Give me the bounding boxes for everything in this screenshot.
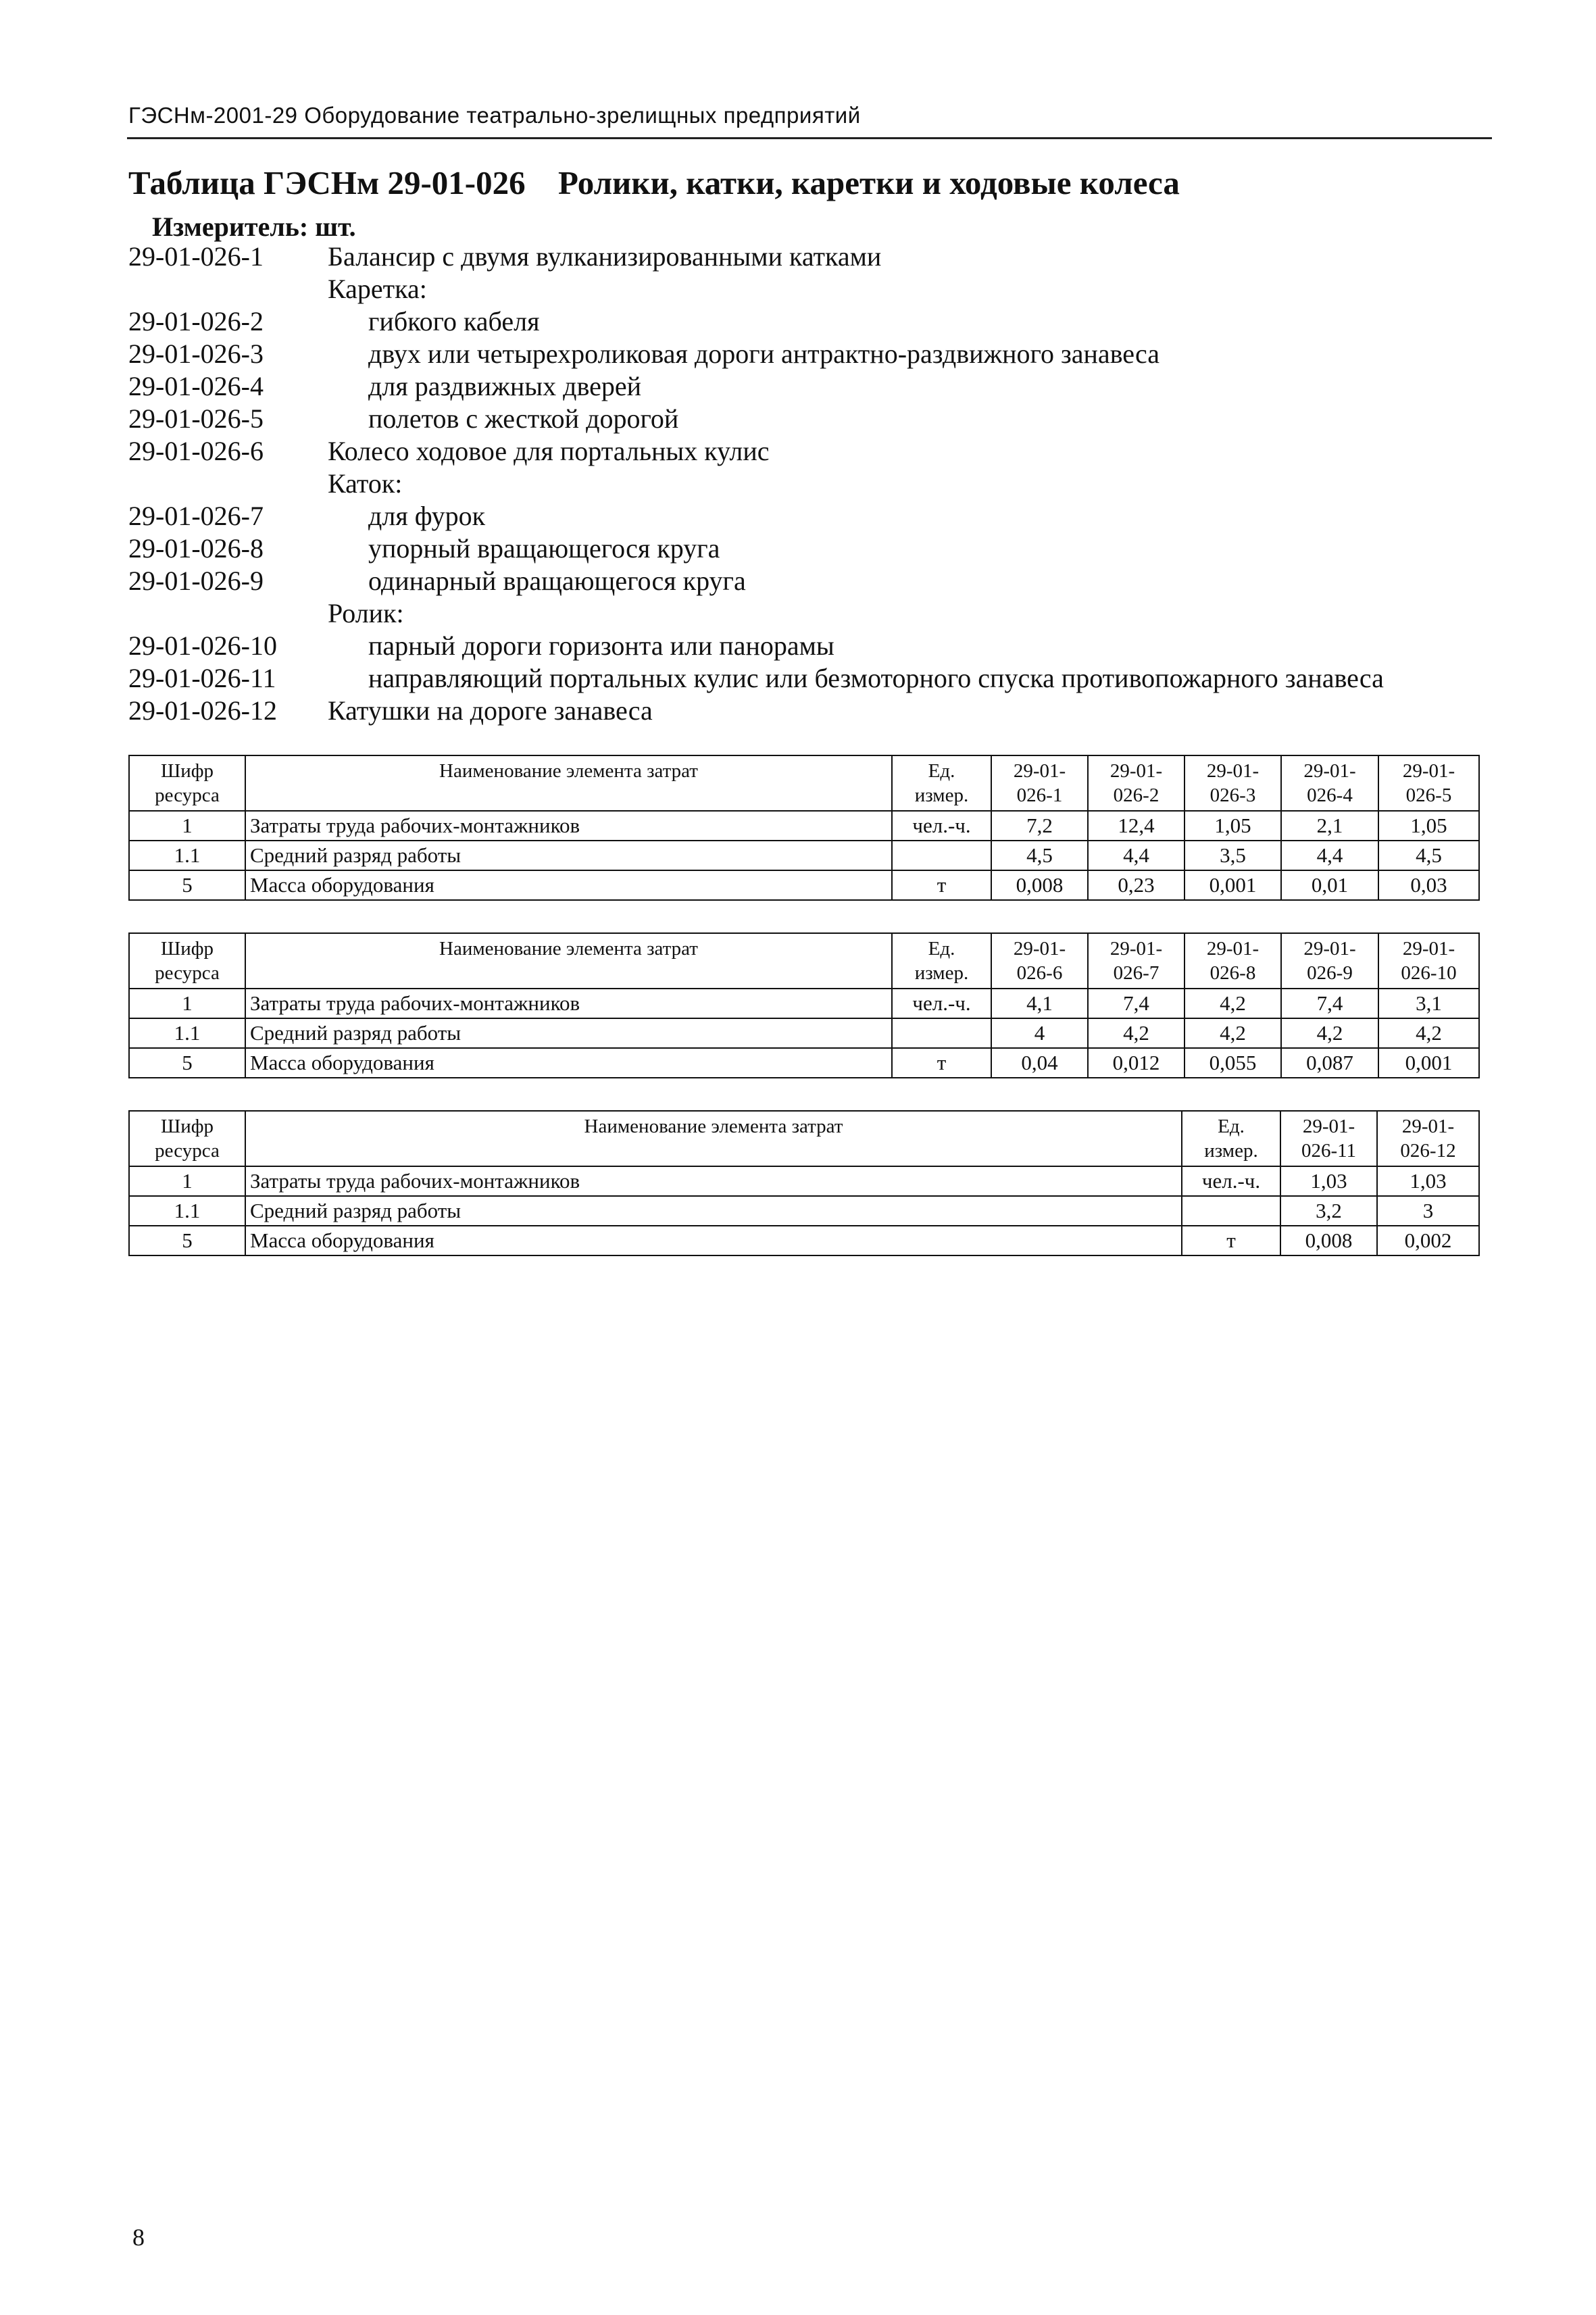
row-name: Средний разряд работы <box>245 1018 892 1048</box>
item-code: 29-01-026-11 <box>128 663 276 693</box>
table-name: Ролики, катки, каретки и ходовые колеса <box>558 164 1180 201</box>
row-code: 1.1 <box>129 841 245 870</box>
header-column-code: 29-01- 026-7 <box>1088 933 1184 989</box>
header-unit: Ед. измер. <box>892 933 991 989</box>
header-code: Шифр ресурса <box>129 1111 245 1166</box>
row-unit: чел.-ч. <box>1182 1166 1280 1196</box>
row-value: 3,5 <box>1184 841 1281 870</box>
row-unit: т <box>892 870 991 900</box>
table-row <box>129 811 1479 841</box>
row-name: Затраты труда рабочих-монтажников <box>245 1166 1182 1196</box>
row-name: Масса оборудования <box>245 1048 892 1078</box>
row-value: 0,008 <box>1280 1226 1377 1255</box>
row-code: 1.1 <box>129 1018 245 1048</box>
item-text: Ролик: <box>328 598 404 628</box>
row-unit: чел.-ч. <box>892 811 991 841</box>
row-value: 12,4 <box>1088 811 1184 841</box>
row-code: 1 <box>129 989 245 1018</box>
cost-table-2 <box>128 932 1480 1078</box>
row-code: 5 <box>129 1048 245 1078</box>
header-column-code: 29-01- 026-11 <box>1280 1111 1377 1166</box>
row-value: 4,4 <box>1088 841 1184 870</box>
row-value: 4,4 <box>1281 841 1378 870</box>
table-row <box>129 841 1479 870</box>
row-value: 4,2 <box>1281 1018 1378 1048</box>
row-value: 4,1 <box>991 989 1088 1018</box>
row-value: 0,001 <box>1184 870 1281 900</box>
row-code: 1 <box>129 1166 245 1196</box>
header-code: Шифр ресурса <box>129 755 245 811</box>
running-header: ГЭСНм-2001-29 Оборудование театрально-зрелищных предприятий <box>128 103 861 128</box>
row-value: 4 <box>991 1018 1088 1048</box>
item-code: 29-01-026-6 <box>128 436 264 466</box>
item-text: для раздвижных дверей <box>368 371 642 401</box>
item-text: двух или четырехроликовая дороги антрактно-раздвижного занавеса <box>368 339 1160 369</box>
item-text: для фурок <box>368 501 486 531</box>
row-unit <box>892 841 991 870</box>
row-name: Средний разряд работы <box>245 1196 1182 1226</box>
item-code: 29-01-026-4 <box>128 371 264 401</box>
item-text: Каток: <box>328 468 403 499</box>
row-value: 0,012 <box>1088 1048 1184 1078</box>
item-text: парный дороги горизонта или панорамы <box>368 630 834 661</box>
header-column-code: 29-01- 026-6 <box>991 933 1088 989</box>
header-column-code: 29-01- 026-9 <box>1281 933 1378 989</box>
table-header-row <box>129 1111 1479 1166</box>
row-value: 4,5 <box>1378 841 1479 870</box>
header-rule <box>127 137 1492 139</box>
row-value: 0,055 <box>1184 1048 1281 1078</box>
measure-unit <box>152 211 363 243</box>
row-value: 2,1 <box>1281 811 1378 841</box>
header-name: Наименование элемента затрат <box>245 755 892 811</box>
row-value: 0,01 <box>1281 870 1378 900</box>
header-column-code: 29-01- 026-1 <box>991 755 1088 811</box>
row-value: 1,03 <box>1280 1166 1377 1196</box>
row-unit <box>1182 1196 1280 1226</box>
item-text: полетов с жесткой дорогой <box>368 403 679 434</box>
item-text: направляющий портальных кулис или безмоторного спуска противопожарного занавеса <box>368 663 1384 693</box>
item-text: упорный вращающегося круга <box>368 533 720 564</box>
item-code: 29-01-026-5 <box>128 403 264 434</box>
measure-value: шт. <box>315 211 356 242</box>
header-column-code: 29-01- 026-8 <box>1184 933 1281 989</box>
measure-label: Измеритель: <box>152 211 309 242</box>
header-code: Шифр ресурса <box>129 933 245 989</box>
row-value: 0,008 <box>991 870 1088 900</box>
row-value: 0,002 <box>1377 1226 1479 1255</box>
header-column-code: 29-01- 026-3 <box>1184 755 1281 811</box>
row-value: 1,03 <box>1377 1166 1479 1196</box>
row-code: 1.1 <box>129 1196 245 1226</box>
row-value: 0,23 <box>1088 870 1184 900</box>
page-number: 8 <box>132 2224 145 2251</box>
table-header-row <box>129 755 1479 811</box>
header-name: Наименование элемента затрат <box>245 933 892 989</box>
row-value: 1,05 <box>1378 811 1479 841</box>
row-value: 4,5 <box>991 841 1088 870</box>
row-value: 0,04 <box>991 1048 1088 1078</box>
row-value: 7,2 <box>991 811 1088 841</box>
header-unit: Ед. измер. <box>892 755 991 811</box>
item-code: 29-01-026-1 <box>128 241 264 272</box>
row-value: 4,2 <box>1184 1018 1281 1048</box>
item-code: 29-01-026-9 <box>128 566 264 596</box>
row-name: Затраты труда рабочих-монтажников <box>245 811 892 841</box>
header-column-code: 29-01- 026-4 <box>1281 755 1378 811</box>
table-row <box>129 1018 1479 1048</box>
table-row <box>129 1196 1479 1226</box>
item-code: 29-01-026-12 <box>128 695 277 726</box>
header-unit: Ед. измер. <box>1182 1111 1280 1166</box>
cost-table-3 <box>128 1110 1480 1256</box>
row-value: 0,087 <box>1281 1048 1378 1078</box>
row-name: Масса оборудования <box>245 1226 1182 1255</box>
cost-table-1 <box>128 755 1480 901</box>
row-value: 3 <box>1377 1196 1479 1226</box>
row-unit: чел.-ч. <box>892 989 991 1018</box>
item-code: 29-01-026-2 <box>128 306 264 337</box>
row-value: 0,001 <box>1378 1048 1479 1078</box>
table-row <box>129 1166 1479 1196</box>
item-code: 29-01-026-8 <box>128 533 264 564</box>
header-column-code: 29-01- 026-5 <box>1378 755 1479 811</box>
table-title <box>128 164 1180 202</box>
item-code: 29-01-026-7 <box>128 501 264 531</box>
item-text: Колесо ходовое для портальных кулис <box>328 436 770 466</box>
row-value: 7,4 <box>1088 989 1184 1018</box>
table-header-row <box>129 933 1479 989</box>
row-value: 3,1 <box>1378 989 1479 1018</box>
table-row <box>129 1226 1479 1255</box>
table-row <box>129 989 1479 1018</box>
table-code: Таблица ГЭСНм 29-01-026 <box>128 164 526 201</box>
row-name: Средний разряд работы <box>245 841 892 870</box>
row-name: Масса оборудования <box>245 870 892 900</box>
row-value: 3,2 <box>1280 1196 1377 1226</box>
header-column-code: 29-01- 026-2 <box>1088 755 1184 811</box>
item-text: Каретка: <box>328 274 427 304</box>
row-name: Затраты труда рабочих-монтажников <box>245 989 892 1018</box>
item-text: Балансир с двумя вулканизированными катками <box>328 241 882 272</box>
item-code: 29-01-026-3 <box>128 339 264 369</box>
header-column-code: 29-01- 026-10 <box>1378 933 1479 989</box>
table-row <box>129 1048 1479 1078</box>
header-name: Наименование элемента затрат <box>245 1111 1182 1166</box>
row-value: 7,4 <box>1281 989 1378 1018</box>
row-value: 0,03 <box>1378 870 1479 900</box>
row-code: 5 <box>129 1226 245 1255</box>
item-code: 29-01-026-10 <box>128 630 277 661</box>
item-text: Катушки на дороге занавеса <box>328 695 653 726</box>
row-value: 4,2 <box>1378 1018 1479 1048</box>
header-column-code: 29-01- 026-12 <box>1377 1111 1479 1166</box>
row-value: 4,2 <box>1088 1018 1184 1048</box>
row-code: 1 <box>129 811 245 841</box>
row-code: 5 <box>129 870 245 900</box>
row-unit: т <box>1182 1226 1280 1255</box>
row-value: 1,05 <box>1184 811 1281 841</box>
row-unit: т <box>892 1048 991 1078</box>
item-text: одинарный вращающегося круга <box>368 566 746 596</box>
row-value: 4,2 <box>1184 989 1281 1018</box>
item-text: гибкого кабеля <box>368 306 540 337</box>
table-row <box>129 870 1479 900</box>
row-unit <box>892 1018 991 1048</box>
